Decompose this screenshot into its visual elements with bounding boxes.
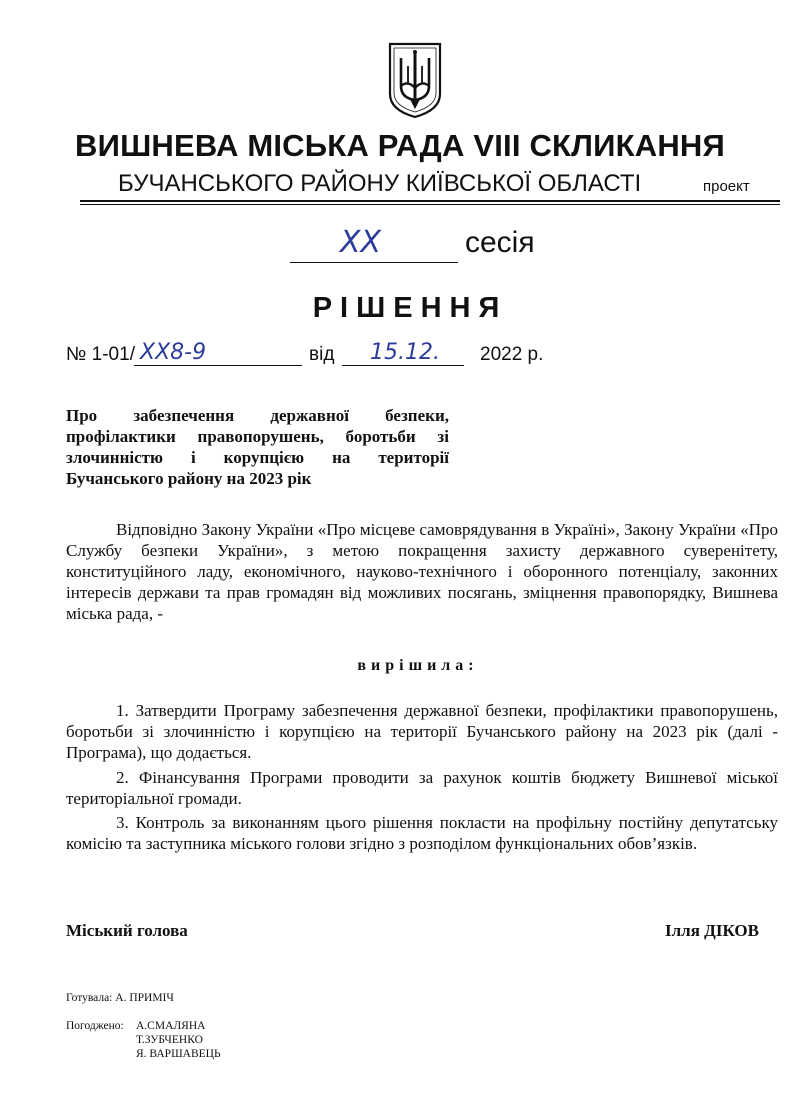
signatory-position: Міський голова [66,921,188,940]
document-type: РІШЕННЯ [312,292,508,324]
prepared-label: Готувала: [66,992,113,1004]
district-line: БУЧАНСЬКОГО РАЙОНУ КИЇВСЬКОЇ ОБЛАСТІ [118,170,642,197]
decision-item-1: 1. Затвердити Програму забезпечення державної безпеки, профілактики правопорушень, боротьби зі злочинністю і корупцією на території Бучанського району на 2023 рік (далі - Програма), що додається. [66,701,778,762]
header-rule-thin [80,204,780,205]
council-title: ВИШНЕВА МІСЬКА РАДА VIII СКЛИКАННЯ [75,128,725,163]
agreed-name-1: А.СМАЛЯНА [136,1020,206,1032]
year-label: 2022 р. [480,344,544,365]
decision-subject: Про забезпечення державної безпеки, профілактики правопорушень, боротьби зі злочинністю і корупцією на території Бучанського району на 2023 рік [66,406,449,488]
session-underline [290,262,458,263]
number-line [66,340,626,374]
header-rule-thick [80,200,780,202]
coat-of-arms-trident-icon [386,40,444,120]
number-handwritten: XX8-9 [140,340,207,365]
number-underline [134,365,302,366]
number-prefix: № 1-01/ [66,344,135,365]
agreed-name-2: Т.ЗУБЧЕНКО [136,1034,203,1046]
prepared-by-line [66,992,174,1004]
session-number-handwritten: XX [340,225,382,260]
date-underline [342,365,464,366]
agreed-label: Погоджено: [66,1020,124,1032]
prepared-name: А. ПРИМІЧ [115,992,174,1004]
signatory-name: Ілля ДІКОВ [665,921,759,940]
draft-mark: проект [703,178,750,195]
date-from-label: від [309,344,335,365]
decision-item-2: 2. Фінансування Програми проводити за рахунок коштів бюджету Вишневої міської територіальної громади. [66,768,778,808]
date-handwritten: 15.12. [370,340,440,365]
decision-item-3: 3. Контроль за виконанням цього рішення покласти на профільну постійну депутатську комісію та заступника міського голови згідно з розподілом функціональних обов’язків. [66,813,778,853]
resolved-label: вирішила: [357,657,479,674]
agreed-name-3: Я. ВАРШАВЕЦЬ [136,1048,221,1060]
preamble-paragraph: Відповідно Закону України «Про місцеве самоврядування в Україні», Закону України «Про Службу безпеки України», з метою покращення захисту державного суверенітету, конституційного ладу, економічного, науково-технічного і оборонного потенціалу, законних інтересів держави та прав громадян від можливих посягань, зміцнення правопорядку, Вишнева міська рада, - [66,520,778,623]
session-label: сесія [465,226,535,259]
